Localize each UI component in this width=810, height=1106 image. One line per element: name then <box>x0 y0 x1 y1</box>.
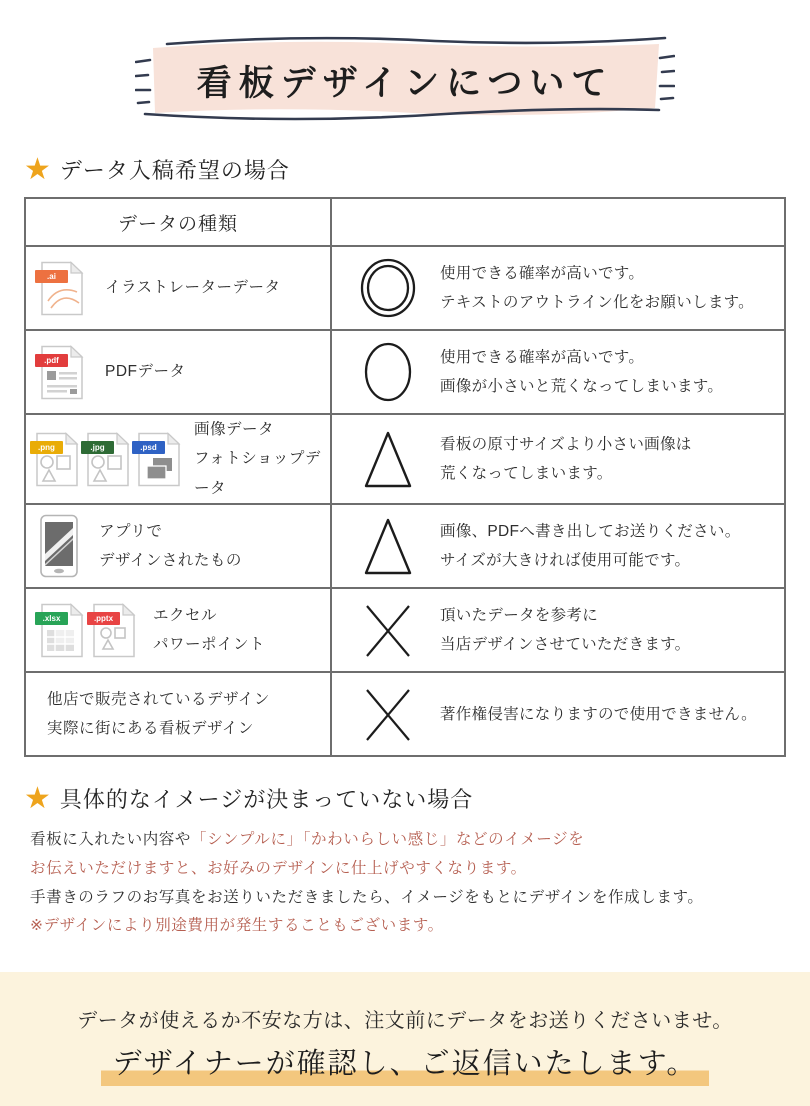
row-label: エクセル <box>153 606 218 624</box>
table-row <box>25 246 785 330</box>
section-image-heading <box>24 783 810 814</box>
row-note: 著作権侵害になりますので使用できません。 <box>440 705 757 723</box>
psd-file-icon <box>136 432 182 487</box>
row-note: 荒くなってしまいます。 <box>440 465 613 483</box>
paragraph-segment: 看板に入れたい内容や <box>30 831 192 849</box>
row-note: 頂いたデータを参考に <box>440 606 599 624</box>
paragraph-line: 手書きのラフのお写真をお送りいただきましたら、イメージをもとにデザインを作成します。 <box>30 888 704 906</box>
row-label: 他店で販売されているデザイン <box>47 690 270 708</box>
row-note: 使用できる確率が高いです。 <box>440 348 645 366</box>
star-icon: ★ <box>24 152 51 186</box>
row-note: 使用できる確率が高いです。 <box>440 264 645 282</box>
paragraph-line: お伝えいただけますと、お好みのデザインに仕上げやすくなります。 <box>30 859 527 877</box>
ai-ribbon-label: .ai <box>35 270 68 283</box>
cross-icon <box>358 683 418 745</box>
pdf-file-icon <box>39 345 85 400</box>
table-row <box>25 588 785 672</box>
table-row <box>25 672 785 756</box>
page-title: 看板デザインについて <box>196 64 614 103</box>
star-icon: ★ <box>24 781 51 815</box>
image-section-paragraph <box>30 826 810 941</box>
triangle-icon <box>358 515 418 577</box>
double-circle-icon <box>358 257 418 319</box>
row-label: フォトショップデータ <box>194 450 321 497</box>
jpg-file-icon <box>85 432 131 487</box>
row-label: アプリで <box>99 522 163 540</box>
png-file-icon <box>34 432 80 487</box>
row-label: デザインされたもの <box>99 552 242 570</box>
pptx-ribbon-label: .pptx <box>87 612 120 625</box>
paragraph-line: ※デザインにより別途費用が発生することもございます。 <box>30 917 444 935</box>
row-label: イラストレーターデータ <box>105 279 281 297</box>
header-banner <box>135 32 675 126</box>
row-note: 画像が小さいと荒くなってしまいます。 <box>440 378 724 395</box>
circle-icon <box>358 341 418 403</box>
smartphone-icon <box>39 514 79 578</box>
pdf-ribbon-label: .pdf <box>35 354 68 367</box>
row-note: 当店デザインさせていただきます。 <box>440 636 691 654</box>
row-label: PDFデータ <box>105 363 186 381</box>
row-label: 実際に街にある看板デザイン <box>47 720 254 738</box>
section-heading-text: データ入稿希望の場合 <box>59 158 290 183</box>
paragraph-segment-accent: 「シンプルに」「かわいらしい感じ」などのイメージを <box>191 831 585 849</box>
row-label: 画像データ <box>194 421 275 438</box>
row-note: 看板の原寸サイズより小さい画像は <box>440 435 692 453</box>
footer-note: データが使えるか不安な方は、注文前にデータをお送りくださいませ。 <box>77 1010 733 1032</box>
row-note: サイズが大きければ使用可能です。 <box>440 552 691 570</box>
png-ribbon-label: .png <box>30 441 63 454</box>
page <box>0 32 810 1106</box>
table-row <box>25 330 785 414</box>
xlsx-ribbon-label: .xlsx <box>35 612 68 625</box>
section-heading-text: 具体的なイメージが決まっていない場合 <box>59 787 474 813</box>
table-header-cell-empty <box>331 198 785 246</box>
table-header-cell: データの種類 <box>25 198 331 246</box>
triangle-icon <box>358 428 418 490</box>
pptx-file-icon <box>91 603 137 658</box>
footer-banner <box>0 972 810 1106</box>
row-note: テキストのアウトライン化をお願いします。 <box>440 294 754 311</box>
data-type-table <box>24 197 786 757</box>
cross-icon <box>358 599 418 661</box>
row-label: パワーポイント <box>153 636 266 654</box>
table-row <box>25 414 785 504</box>
jpg-ribbon-label: .jpg <box>81 441 114 454</box>
table-header-row <box>25 198 785 246</box>
row-note: 画像、PDFへ書き出してお送りください。 <box>440 522 741 540</box>
footer-highlighted-text: デザイナーが確認し、ご返信いたします。 <box>101 1041 710 1086</box>
paragraph-line <box>30 826 810 855</box>
section-data-heading <box>24 154 810 185</box>
footer-message <box>0 1041 810 1086</box>
ai-file-icon <box>39 261 85 316</box>
psd-ribbon-label: .psd <box>132 441 165 454</box>
table-row <box>25 504 785 588</box>
xlsx-file-icon <box>39 603 85 658</box>
